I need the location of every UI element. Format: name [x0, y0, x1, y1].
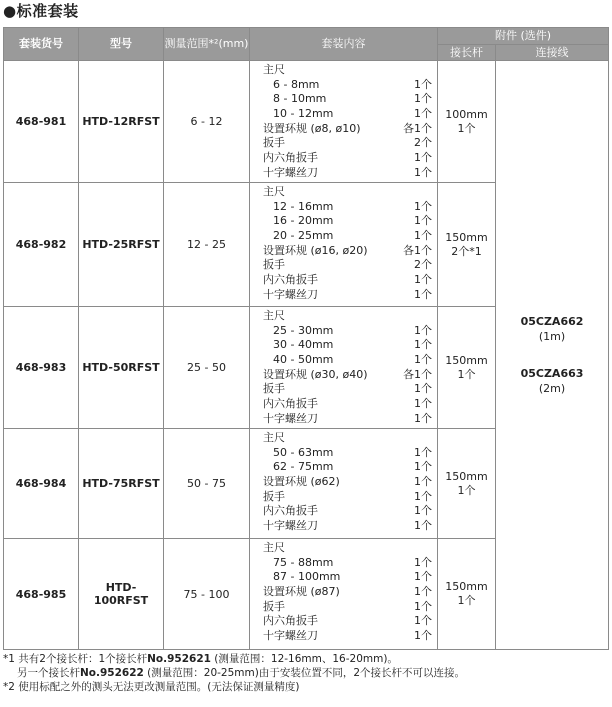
- content-qty: 各1个: [403, 367, 432, 381]
- content-item: 扳手: [263, 136, 285, 150]
- content-line: [263, 570, 434, 585]
- content-line: [263, 338, 434, 353]
- content-qty: 1个: [414, 397, 432, 411]
- footnote-1: *1 共有2个接长杆：1个接长杆No.952621 (测量范围：12-16mm、16-20mm)。: [3, 653, 398, 665]
- content-line: [263, 151, 434, 166]
- content-line: [263, 107, 434, 122]
- content-item: 十字螺丝刀: [263, 411, 318, 425]
- content-line: [263, 541, 434, 556]
- header-cable: 连接线: [496, 45, 609, 61]
- cable-code: 05CZA663: [520, 367, 584, 380]
- content-line: [263, 556, 434, 571]
- content-qty: 1个: [414, 599, 432, 613]
- content-line: [263, 600, 434, 615]
- footnotes: [3, 652, 608, 694]
- content-qty: 1个: [414, 229, 432, 243]
- content-item: 十字螺丝刀: [263, 165, 318, 179]
- contents-cell: [250, 429, 438, 539]
- content-line: [263, 214, 434, 229]
- content-qty: 1个: [414, 614, 432, 628]
- content-line: [263, 475, 434, 490]
- rod-length: 150mm: [445, 580, 488, 593]
- order-number-cell: 468-985: [4, 539, 79, 650]
- content-line: [263, 288, 434, 303]
- content-item: 主尺: [263, 185, 285, 198]
- content-qty: 1个: [414, 519, 432, 533]
- content-item: 50 - 63mm: [273, 445, 334, 459]
- cable-length: (2m): [538, 382, 566, 395]
- content-qty: 1个: [414, 460, 432, 474]
- content-qty: [432, 309, 434, 324]
- model-cell: HTD-100RFST: [79, 539, 164, 650]
- rod-length: 150mm: [445, 353, 488, 367]
- content-item: 设置环规 (ø30, ø40): [263, 367, 368, 381]
- content-item: 16 - 20mm: [273, 214, 334, 228]
- content-item: 6 - 8mm: [273, 77, 320, 91]
- extension-rod-cell: [438, 429, 496, 539]
- content-item: 扳手: [263, 382, 285, 396]
- extension-rod-cell: [438, 183, 496, 307]
- contents-cell: [250, 307, 438, 429]
- content-qty: 2个: [414, 136, 432, 150]
- content-item: 75 - 88mm: [273, 555, 334, 569]
- contents-cell: [250, 183, 438, 307]
- content-line: [263, 244, 434, 259]
- content-qty: 1个: [414, 287, 432, 301]
- content-item: 十字螺丝刀: [263, 629, 318, 643]
- content-qty: 1个: [414, 165, 432, 179]
- content-qty: 1个: [414, 199, 432, 213]
- content-qty: [432, 431, 434, 446]
- content-qty: 1个: [414, 411, 432, 425]
- content-qty: 1个: [414, 273, 432, 287]
- rod-quantity: 2个*1: [451, 244, 482, 258]
- content-item: 设置环规 (ø8, ø10): [263, 121, 361, 135]
- model-cell: HTD-25RFST: [79, 183, 164, 307]
- content-line: [263, 166, 434, 181]
- header-range: 测量范围*²(mm): [164, 28, 250, 61]
- rod-quantity: 1个: [457, 367, 476, 381]
- extension-rod-cell: [438, 539, 496, 650]
- rod-length: 150mm: [445, 230, 488, 244]
- range-cell: 25 - 50: [164, 307, 250, 429]
- content-qty: [432, 185, 434, 200]
- content-line: [263, 229, 434, 244]
- content-line: [263, 446, 434, 461]
- content-line: [263, 122, 434, 137]
- content-line: [263, 519, 434, 534]
- content-item: 30 - 40mm: [273, 338, 334, 352]
- cable-code: 05CZA662: [520, 315, 584, 328]
- content-line: [263, 412, 434, 427]
- content-item: 20 - 25mm: [273, 229, 334, 243]
- content-line: [263, 258, 434, 273]
- content-item: 10 - 12mm: [273, 107, 334, 121]
- content-line: [263, 614, 434, 629]
- content-item: 设置环规 (ø16, ø20): [263, 243, 368, 257]
- model-cell: HTD-50RFST: [79, 307, 164, 429]
- header-order-no: 套装货号: [4, 28, 79, 61]
- content-item: 设置环规 (ø87): [263, 585, 340, 599]
- model-cell: HTD-75RFST: [79, 429, 164, 539]
- contents-cell: [250, 539, 438, 650]
- range-cell: 50 - 75: [164, 429, 250, 539]
- content-line: [263, 309, 434, 324]
- content-item: 设置环规 (ø62): [263, 475, 340, 489]
- extension-rod-cell: [438, 307, 496, 429]
- content-line: [263, 382, 434, 397]
- content-item: 十字螺丝刀: [263, 287, 318, 301]
- content-qty: 1个: [414, 323, 432, 337]
- content-line: [263, 629, 434, 644]
- content-line: [263, 585, 434, 600]
- content-item: 扳手: [263, 489, 285, 503]
- content-item: 内六角扳手: [263, 504, 318, 518]
- content-qty: 各1个: [403, 243, 432, 257]
- content-qty: 2个: [414, 258, 432, 272]
- range-cell: 12 - 25: [164, 183, 250, 307]
- content-item: 8 - 10mm: [273, 92, 327, 106]
- content-qty: 1个: [414, 489, 432, 503]
- footnote-1-continued: 另一个接长杆No.952622 (测量范围：20-25mm)由于安装位置不同，2个接长杆不可以连接。: [17, 667, 466, 679]
- content-line: [263, 185, 434, 200]
- content-line: [263, 78, 434, 93]
- rod-quantity: 1个: [457, 483, 476, 497]
- content-line: [263, 324, 434, 339]
- content-line: [263, 63, 434, 78]
- rod-length: 100mm: [445, 107, 488, 121]
- content-qty: 1个: [414, 353, 432, 367]
- content-item: 主尺: [263, 431, 285, 444]
- content-line: [263, 92, 434, 107]
- header-model: 型号: [79, 28, 164, 61]
- order-number-cell: 468-984: [4, 429, 79, 539]
- content-line: [263, 368, 434, 383]
- content-qty: [432, 63, 434, 78]
- rod-quantity: 1个: [457, 121, 476, 135]
- cable-length: (1m): [538, 330, 566, 343]
- content-qty: 各1个: [403, 121, 432, 135]
- content-qty: 1个: [414, 77, 432, 91]
- content-item: 扳手: [263, 258, 285, 272]
- model-cell: HTD-12RFST: [79, 61, 164, 183]
- table-row: [4, 61, 609, 183]
- content-qty: 1个: [414, 504, 432, 518]
- content-line: [263, 273, 434, 288]
- content-item: 内六角扳手: [263, 397, 318, 411]
- content-item: 主尺: [263, 309, 285, 322]
- content-item: 扳手: [263, 599, 285, 613]
- order-number-cell: 468-981: [4, 61, 79, 183]
- content-qty: 1个: [414, 214, 432, 228]
- content-qty: 1个: [414, 445, 432, 459]
- content-qty: 1个: [414, 382, 432, 396]
- content-item: 主尺: [263, 63, 285, 76]
- content-item: 内六角扳手: [263, 614, 318, 628]
- content-qty: 1个: [414, 338, 432, 352]
- content-item: 25 - 30mm: [273, 323, 334, 337]
- header-accessories: 附件 (选件): [438, 28, 609, 45]
- content-item: 40 - 50mm: [273, 353, 334, 367]
- rod-length: 150mm: [445, 469, 488, 483]
- content-qty: 1个: [414, 475, 432, 489]
- rod-quantity: 1个: [457, 594, 476, 607]
- content-qty: 1个: [414, 570, 432, 584]
- content-qty: [432, 541, 434, 556]
- content-item: 87 - 100mm: [273, 570, 341, 584]
- header-contents: 套装内容: [250, 28, 438, 61]
- content-qty: 1个: [414, 151, 432, 165]
- extension-rod-cell: [438, 61, 496, 183]
- content-line: [263, 460, 434, 475]
- content-line: [263, 504, 434, 519]
- footnote-2: *2 使用标配之外的测头无法更改测量范围。(无法保证测量精度): [3, 681, 300, 693]
- cable-cell: [496, 61, 609, 650]
- content-item: 62 - 75mm: [273, 460, 334, 474]
- content-qty: 1个: [414, 107, 432, 121]
- content-line: [263, 431, 434, 446]
- content-item: 主尺: [263, 541, 285, 554]
- contents-cell: [250, 61, 438, 183]
- content-qty: 1个: [414, 92, 432, 106]
- content-line: [263, 353, 434, 368]
- range-cell: 75 - 100: [164, 539, 250, 650]
- section-title: ●标准套装: [3, 2, 79, 20]
- header-extension-rod: 接长杆: [438, 45, 496, 61]
- content-item: 12 - 16mm: [273, 199, 334, 213]
- content-qty: 1个: [414, 555, 432, 569]
- content-line: [263, 200, 434, 215]
- content-item: 内六角扳手: [263, 273, 318, 287]
- content-line: [263, 397, 434, 412]
- standard-set-table: [3, 27, 609, 650]
- content-item: 内六角扳手: [263, 151, 318, 165]
- content-line: [263, 136, 434, 151]
- order-number-cell: 468-983: [4, 307, 79, 429]
- range-cell: 6 - 12: [164, 61, 250, 183]
- order-number-cell: 468-982: [4, 183, 79, 307]
- content-item: 十字螺丝刀: [263, 519, 318, 533]
- content-qty: 1个: [414, 585, 432, 599]
- content-qty: 1个: [414, 629, 432, 643]
- content-line: [263, 490, 434, 505]
